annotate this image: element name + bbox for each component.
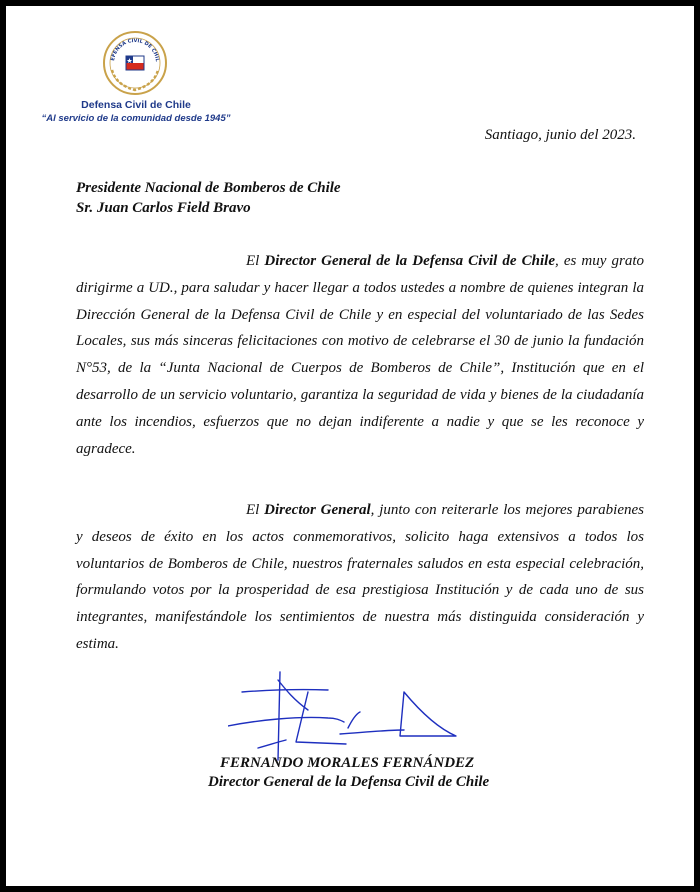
recipient-line-2: Sr. Juan Carlos Field Bravo [76, 200, 251, 216]
letter-page [6, 6, 694, 886]
recipient-block [76, 178, 341, 218]
seal-emblem-icon [102, 30, 168, 96]
recipient-line-1: Presidente Nacional de Bomberos de Chile [76, 180, 341, 196]
seal-lettering: EFENSA CIVIL DE CHIL [110, 37, 160, 63]
organization-motto: “Al servicio de la comunidad desde 1945” [41, 113, 231, 124]
letter-paragraph-1: El Director General de la Defensa Civil de Chile, es muy grato dirigirme a UD., para saludar y hacer llegar a todos ustedes a nombre de quienes integran la Dirección General de la Defensa Civil de Chile y en especial del voluntariado de las Sedes Locales, sus más sinceras felicitaciones con motivo de celebrarse el 30 de junio la fundación N°53, de la “Junta Nacional de Cuerpos de Bomberos de Chile”, Institución que en el desarrollo de un servicio voluntario, garantiza la seguridad de vida y bienes de la ciudadanía ante los incendios, esfuerzos que no dejan indiferente a nadie y que se les reconoce y agradece. [76, 253, 644, 457]
signer-name: FERNANDO MORALES FERNÁNDEZ [220, 755, 475, 771]
organization-name: Defensa Civil de Chile [81, 99, 191, 111]
letter-date: Santiago, junio del 2023. [484, 127, 636, 143]
signer-title: Director General de la Defensa Civil de Chile [208, 774, 490, 790]
handwritten-signature [228, 670, 458, 762]
defensa-civil-seal [102, 30, 168, 96]
letter-paragraph-2: El Director General, junto con reiterarle los mejores parabienes y deseos de éxito en los actos conmemorativos, solicito haga extensivos a todos los voluntarios de Bomberos de Chile, nuestros fraternales saludos en esta especial celebración, formulando votos por la prosperidad de esa prestigiosa Institución y de cada uno de sus integrantes, manifestándole los sentimientos de nuestra más distinguida consideración y estima. [76, 502, 644, 652]
director-general-emphasis: Director General de la Defensa Civil de Chile [264, 253, 555, 269]
director-general-emphasis: Director General [264, 502, 371, 518]
